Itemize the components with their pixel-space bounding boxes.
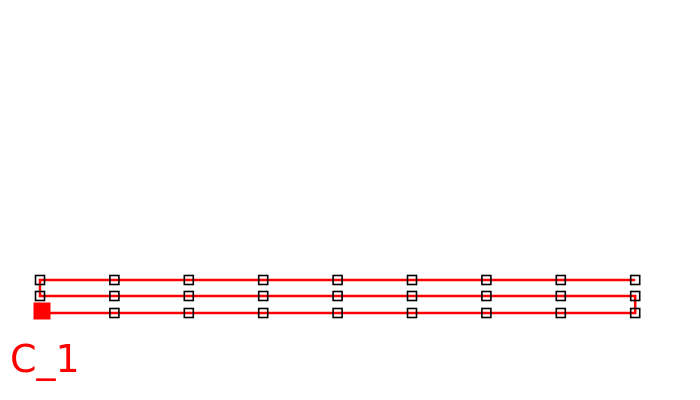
start-node-marker [34, 303, 51, 320]
start-marker-group [34, 303, 51, 320]
circuit-label: C_1 [10, 337, 80, 381]
